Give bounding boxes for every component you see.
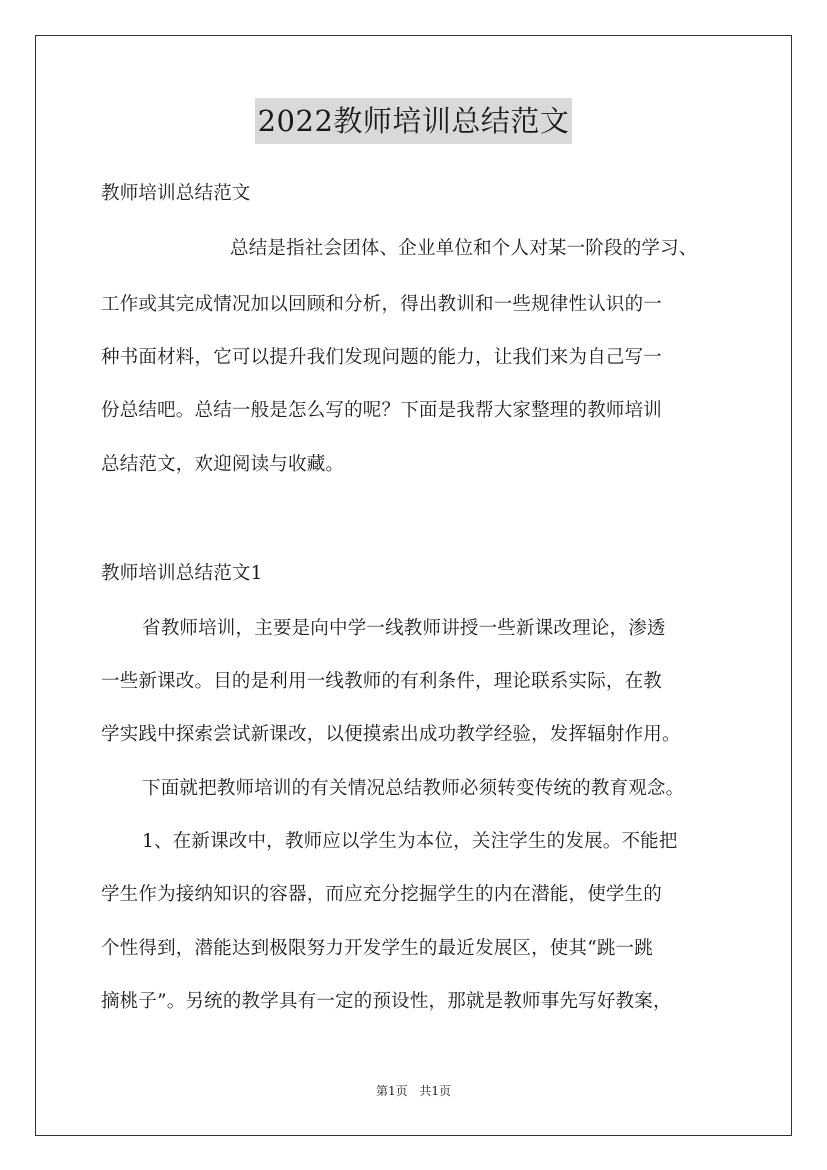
page-total: 共1页 [419, 1084, 452, 1098]
intro-line-4: 份总结吧。总结一般是怎么写的呢？下面是我帮大家整理的教师培训 [101, 400, 663, 421]
intro-line-3: 种书面材料，它可以提升我们发现问题的能力，让我们来为自己写一 [101, 347, 663, 368]
intro-line-1: 总结是指社会团体、企业单位和个人对某一阶段的学习、 [230, 238, 698, 259]
body-line-5: 1、在新课改中，教师应以学生为本位，关注学生的发展。不能把 [142, 831, 678, 852]
body-line-2: 一些新课改。目的是利用一线教师的有利条件，理论联系实际，在教 [101, 671, 663, 692]
intro-line-5: 总结范文，欢迎阅读与收藏。 [101, 454, 345, 475]
body-line-1: 省教师培训，主要是向中学一线教师讲授一些新课改理论，渗透 [142, 618, 666, 639]
page-footer [0, 1083, 827, 1099]
title-container [0, 98, 827, 144]
body-line-4: 下面就把教师培训的有关情况总结教师必须转变传统的教育观念。 [142, 778, 685, 799]
body-line-3: 学实践中探索尝试新课改，以便摸索出成功教学经验，发挥辐射作用。 [101, 724, 681, 745]
page-number: 第1页 [375, 1084, 408, 1098]
body-line-8: 摘桃子”。另统的教学具有一定的预设性，那就是教师事先写好教案， [101, 991, 672, 1012]
section-heading: 教师培训总结范文1 [101, 563, 263, 584]
document-title: 2022教师培训总结范文 [255, 98, 573, 144]
intro-line-2: 工作或其完成情况加以回顾和分析，得出教训和一些规律性认识的一 [101, 294, 663, 315]
body-line-6: 学生作为接纳知识的容器，而应充分挖掘学生的内在潜能，使学生的 [101, 884, 663, 905]
body-line-7: 个性得到，潜能达到极限努力开发学生的最近发展区，使其“跳一跳 [101, 938, 653, 959]
subtitle: 教师培训总结范文 [101, 183, 251, 204]
